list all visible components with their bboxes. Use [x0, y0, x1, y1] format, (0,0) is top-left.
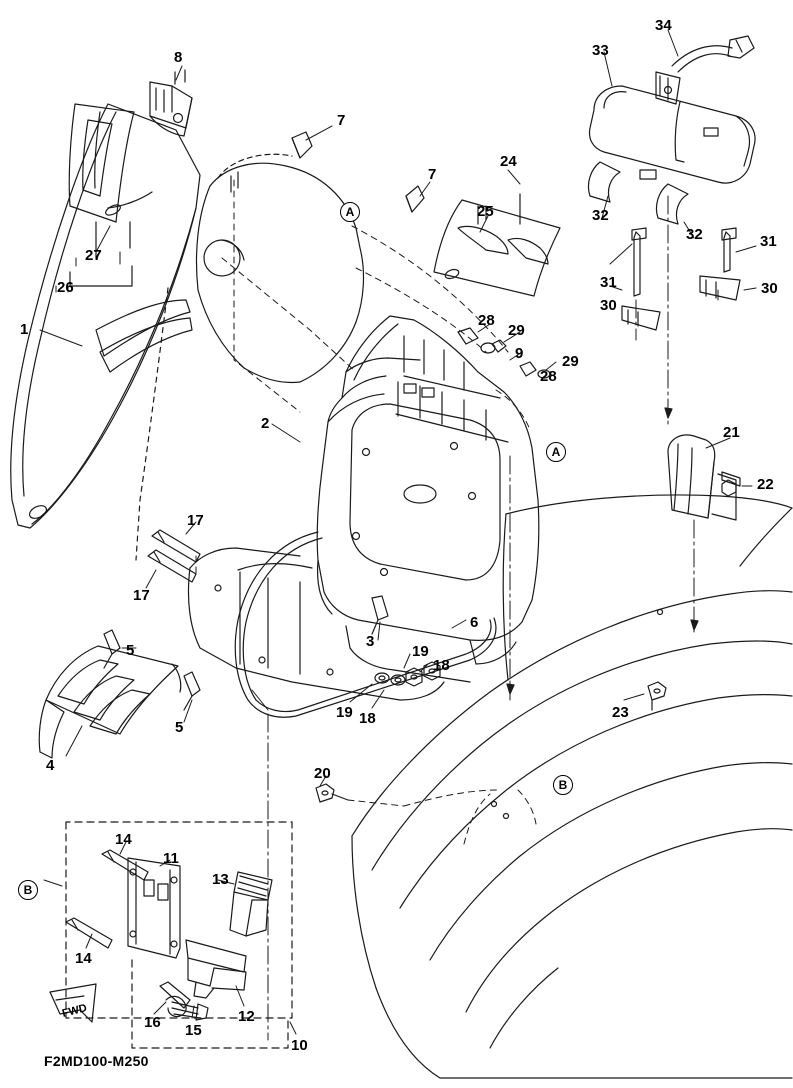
callout-9: 9	[515, 345, 524, 362]
fwd-direction-label: FWD	[60, 1002, 89, 1020]
callout-29-lower: 29	[562, 353, 579, 370]
callout-20: 20	[314, 765, 331, 782]
callout-8: 8	[174, 49, 183, 66]
callout-10: 10	[291, 1037, 308, 1054]
callout-28-lower: 28	[540, 368, 557, 385]
callout-15: 15	[185, 1022, 202, 1039]
callout-17-lower: 17	[133, 587, 150, 604]
callout-4: 4	[46, 757, 55, 774]
callout-13: 13	[212, 871, 229, 888]
callout-6: 6	[470, 614, 479, 631]
callout-23: 23	[612, 704, 629, 721]
callout-5-lower: 5	[175, 719, 184, 736]
callout-18-lower: 18	[359, 710, 376, 727]
callout-24: 24	[500, 153, 517, 170]
callout-16: 16	[144, 1014, 161, 1031]
section-ref-b-right: B	[553, 775, 573, 795]
callout-11: 11	[163, 850, 179, 867]
callout-32-left: 32	[592, 207, 609, 224]
callout-34: 34	[655, 17, 672, 34]
callout-3: 3	[366, 633, 375, 650]
section-ref-b-left: B	[18, 880, 38, 900]
callout-1: 1	[20, 321, 29, 338]
callout-21: 21	[723, 424, 740, 441]
callout-2: 2	[261, 415, 270, 432]
callout-25: 25	[477, 203, 494, 220]
callout-26: 26	[57, 279, 74, 296]
callout-31-left: 31	[600, 274, 617, 291]
callout-31-right: 31	[760, 233, 777, 250]
callout-29-upper: 29	[508, 322, 525, 339]
callout-19-lower: 19	[336, 704, 353, 721]
callout-7-upper: 7	[337, 112, 346, 129]
document-code: F2MD100-M250	[44, 1053, 149, 1069]
callout-17-upper: 17	[187, 512, 204, 529]
callout-19-upper: 19	[412, 643, 429, 660]
callout-18-upper: 18	[433, 657, 450, 674]
callout-14-upper: 14	[115, 831, 132, 848]
callout-30-left: 30	[600, 297, 617, 314]
callout-7-lower: 7	[428, 166, 437, 183]
callout-30-right: 30	[761, 280, 778, 297]
callout-14-lower: 14	[75, 950, 92, 967]
callout-32-right: 32	[686, 226, 703, 243]
callout-33: 33	[592, 42, 609, 59]
callout-22: 22	[757, 476, 774, 493]
section-ref-a-upper: A	[340, 202, 360, 222]
callout-12: 12	[238, 1008, 255, 1025]
callout-5-upper: 5	[126, 642, 135, 659]
callout-28-upper: 28	[478, 312, 495, 329]
section-ref-a-lower: A	[546, 442, 566, 462]
callout-27: 27	[85, 247, 102, 264]
